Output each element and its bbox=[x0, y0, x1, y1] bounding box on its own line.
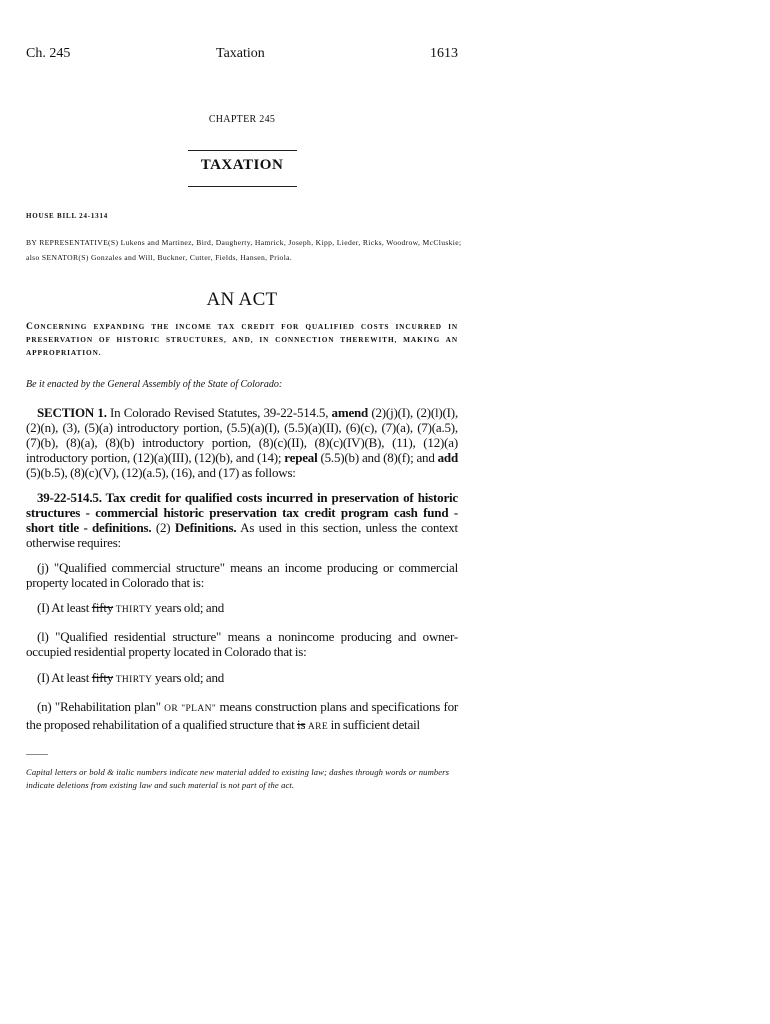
inserted-text: THIRTY bbox=[115, 675, 153, 685]
section-1-text-2: (2)(j)(I), (2)(l)(I), (2)(n), (3), (5)(a) introductory portion, (5.5)(a)(I), (5.5)(a)(II), (6)(c), (7)(a), (7)(a.5), (7)(b), (8)(a), (8)(b) introductory portion, (8)(c)(II), (8)(c)(IV)(B), (11), (12)(a) introductory portion, (12)(a)(III), (12)(b), and (14); bbox=[26, 405, 458, 465]
footnote: Capital letters or bold & italic numbers indicate new material added to existing law; dashes through words or numbers indicate deletions from existing law and such material is not part of the act. bbox=[26, 767, 450, 790]
inserted-text: ARE bbox=[307, 722, 329, 732]
subsection-2-text: As used in this section, unless the context otherwise requires: bbox=[26, 520, 458, 550]
inserted-text: THIRTY bbox=[115, 605, 153, 615]
sponsors-line-1: BY REPRESENTATIVE(S) Lukens and Martinez, Bird, Daugherty, Hamrick, Joseph, Kipp, Lieder, Ricks, Woodrow, McCluskie; bbox=[26, 238, 462, 247]
paragraph-l-I-lead: (I) At least bbox=[37, 670, 92, 685]
amend-keyword: amend bbox=[331, 405, 369, 420]
paragraph-l-I-tail: years old; and bbox=[152, 670, 225, 685]
paragraph-l-I bbox=[26, 670, 458, 688]
paragraph-n-tail: in sufficient detail bbox=[328, 717, 420, 732]
section-1-label: SECTION 1. bbox=[37, 405, 107, 420]
concerning-text: ONCERNING EXPANDING THE INCOME TAX CREDIT FOR QUALIFIED COSTS INCURRED IN PRESERVATION OF HISTORIC STRUCTURES, AND, IN CONNECTION THEREWITH, MAKING AN APPROPRIATION. bbox=[26, 322, 458, 357]
definitions-label: Definitions. bbox=[174, 520, 237, 535]
title-rule-bottom bbox=[188, 186, 297, 187]
paragraph-n-middle: means construction plans and specifications for the proposed rehabilitation of a qualified structure that bbox=[26, 699, 459, 732]
subsection-2-label: (2) bbox=[155, 520, 171, 535]
section-1-text-3: (5.5)(b) and (8)(f); and bbox=[317, 450, 438, 465]
running-header-chapter: Ch. 245 bbox=[26, 46, 71, 61]
deleted-text: fifty bbox=[91, 670, 114, 685]
repeal-keyword: repeal bbox=[284, 450, 318, 465]
footnote-rule: ______ bbox=[26, 746, 47, 756]
paragraph-n-lead: (n) "Rehabilitation plan" bbox=[37, 699, 165, 714]
chapter-title: TAXATION bbox=[200, 157, 284, 173]
bill-number: HOUSE BILL 24-1314 bbox=[26, 212, 109, 220]
statute-heading: 39-22-514.5. Tax credit for qualified costs incurred in preservation of historic structures - commercial historic preservation tax credit program cash fund - short title - definitions. bbox=[26, 490, 458, 535]
deleted-text: fifty bbox=[91, 600, 114, 615]
chapter-label: CHAPTER 245 bbox=[208, 114, 276, 125]
deleted-text: is bbox=[297, 717, 306, 732]
section-1-text-4: (5)(b.5), (8)(c)(V), (12)(a.5), (16), and (17) as follows: bbox=[26, 465, 296, 480]
add-keyword: add bbox=[437, 450, 458, 465]
running-header-subject: Taxation bbox=[216, 46, 265, 61]
paragraph-j-I-lead: (I) At least bbox=[37, 600, 92, 615]
section-1-paragraph bbox=[26, 405, 458, 480]
section-1-text-1: In Colorado Revised Statutes, 39-22-514.5, bbox=[106, 405, 332, 420]
running-header-page-number: 1613 bbox=[430, 46, 458, 61]
paragraph-l: (l) "Qualified residential structure" means a nonincome producing and owner-occupied residential property located in Colorado that is: bbox=[26, 629, 458, 659]
concerning-initial: C bbox=[26, 321, 34, 332]
paragraph-n bbox=[26, 699, 458, 735]
paragraph-j: (j) "Qualified commercial structure" means an income producing or commercial property located in Colorado that is: bbox=[26, 560, 458, 590]
inserted-text: OR "PLAN" bbox=[164, 704, 217, 714]
sponsors-line-2: also SENATOR(S) Gonzales and Will, Buckner, Cutter, Fields, Hansen, Priola. bbox=[26, 253, 293, 262]
concerning-clause bbox=[26, 320, 458, 359]
paragraph-j-I-tail: years old; and bbox=[152, 600, 225, 615]
statute-heading-paragraph bbox=[26, 490, 458, 550]
enacting-clause: Be it enacted by the General Assembly of the State of Colorado: bbox=[26, 379, 283, 390]
paragraph-j-I bbox=[26, 600, 458, 618]
title-rule-top bbox=[188, 150, 297, 151]
act-heading: AN ACT bbox=[206, 289, 278, 310]
